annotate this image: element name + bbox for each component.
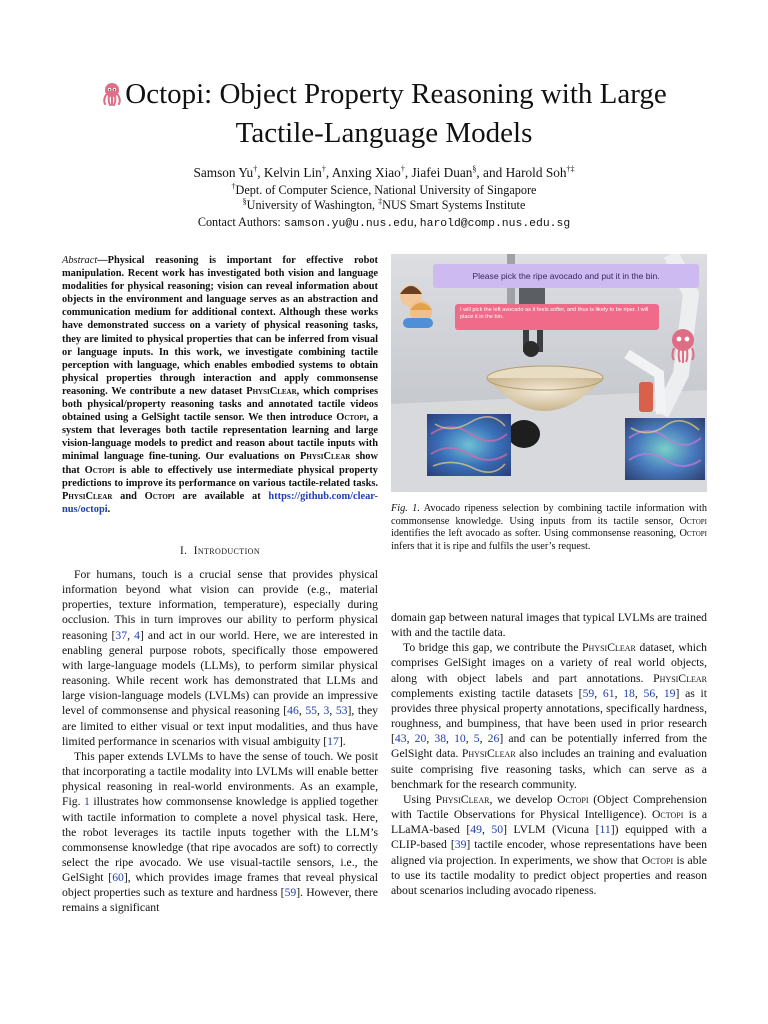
author: Kelvin Lin (263, 165, 322, 180)
robot-speech-bubble: I will pick the left avocado as it feels softer, and thus is likely to be riper. I will place it in the bin. (455, 304, 659, 330)
citation-link[interactable]: 59 (582, 686, 595, 700)
paragraph: domain gap between natural images that typical LVLMs are trained with and the tactile data. (391, 611, 707, 640)
figure-link[interactable]: 1 (84, 795, 90, 809)
abstract: Abstract—Physical reasoning is important for effective robot manipulation. Recent work has investigated both vision and language modalities for physical reasoning; vision can reveal information about objects in the environment and language serves as an abstraction and communication medium for additional context. Although these works have demonstrated success on a variety of physical reasoning tasks, they are limited to physical properties that can be inferred from visual or language inputs. In this work, we investigate combining tactile perception with language, which enables embodied systems to obtain physical properties through interaction and apply commonsense reasoning. We contribute a new dataset PhysiClear, which comprises both physical/property reasoning tasks and annotated tactile videos obtained using a GelSight tactile sensor. We then introduce Octopi, a system that leverages both tactile representation learning and large vision-language models to predict and reason about tactile inputs with minimal language fine-tuning. Our evaluations on PhysiClear show that Octopi is able to effectively use intermediate physical property predictions to improve its performance on various tactile-related tasks. PhysiClear and Octopi are available at https://github.com/clear-nus/octopi. (62, 255, 379, 515)
citation-link[interactable]: 20 (414, 732, 427, 746)
citation-link[interactable]: 4 (134, 628, 140, 642)
citation-link[interactable]: 56 (643, 686, 656, 700)
citation-link[interactable]: 5 (473, 732, 480, 746)
citation-link[interactable]: 17 (327, 734, 339, 748)
author: and Harold Soh (483, 165, 567, 180)
citation-link[interactable]: 53 (335, 704, 348, 718)
citation-link[interactable]: 60 (112, 871, 124, 885)
citation-link[interactable]: 10 (454, 732, 466, 746)
affiliation-2: §University of Washington, ‡NUS Smart Systems Institute (242, 196, 526, 212)
citation-link[interactable]: 19 (663, 686, 676, 700)
citation-link[interactable]: 46 (287, 704, 299, 718)
contact-authors: Contact Authors: samson.yu@u.nus.edu, harold@comp.nus.edu.sg (197, 215, 571, 230)
author: Anxing Xiao (331, 165, 401, 180)
paragraph: To bridge this gap, we contribute the PhysiClear dataset, which comprises GelSight images on a variety of real world objects, along with object labels and part annotations. PhysiClear complements existing tactile datasets [59, 61, 18, 56, 19] as it provides three physical property annotations, specifically hardness, roughness, and bumpiness, that have been used in prior research [43, 20, 38, 10, 5, 26] and can be potentially inferred from the GelSight data. PhysiClear also includes an training and evaluation suite comprising five reasoning tasks, which can serve as a benchmark for the research community. (391, 641, 708, 791)
github-link[interactable]: https://github.com/clear-nus/octopi (62, 490, 378, 515)
citation-link[interactable]: 55 (305, 704, 318, 718)
title-line-2: Tactile-Language Models (235, 117, 533, 149)
title-line-1: Octopi: Object Property Reasoning with Large (125, 78, 667, 110)
citation-link[interactable]: 18 (623, 686, 635, 700)
octopus-logo-icon (101, 79, 123, 115)
figure-caption: Fig. 1. Avocado ripeness selection by combining tactile information with commonsense knowledge. Using inputs from its tactile sensor, Octopi identifies the left avocado as softer. Using commonsense reasoning, Octopi infers that it is ripe and fulfils the user’s request. (391, 503, 708, 553)
intro-left-column (62, 567, 378, 916)
citation-link[interactable]: 38 (434, 732, 447, 746)
citation-link[interactable]: 37 (115, 628, 128, 642)
paragraph: This paper extends LVLMs to have the sense of touch. We posit that incorporating a tactile modality into LVLMs will enable better physical reasoning in real-world environments. As an example, Fig. 1 illustrates how commonsense knowledge is applied together with tactile information to complete a novel physical task. Here, the robot leverages its tactile inputs together with the LLM’s commonsense knowledge (that ripe avocados are soft) to correctly select the ripe avocado. We use visual-tactile sensors, i.e., the GelSight [60], which provides image frames that reveal physical object properties such as texture and hardness [59]. However, there remains a significant (62, 749, 378, 915)
paragraph: For humans, touch is a crucial sense that provides physical information beyond what vision can provide (e.g., material properties, texture information, temperature), especially during occlusion. This in turn improves our ability to perform physical reasoning [37, 4] and act in our world. Here, we are interested in enabling general purpose robots, specifically those empowered with large-language models (LLMs), to perform similar physical reasoning. While recent work has demonstrated that LLMs and large vision-language models (LVLMs) can provide an impressive level of commonsense and physical reasoning [46, 55, 3, 53], they are limited to either visual or text input modalities, and thus have limited performance in scenarios with visual ambiguity [17]. (62, 568, 379, 748)
author: Samson Yu (193, 165, 254, 180)
author-list: Samson Yu†, Kelvin Lin†, Anxing Xiao†, Jiafei Duan§, and Harold Soh†‡ (193, 164, 575, 180)
affiliation-1: †Dept. of Computer Science, National University of Singapore (231, 181, 537, 197)
figure-1-image (391, 254, 707, 492)
citation-link[interactable]: 61 (602, 686, 615, 700)
citation-link[interactable]: 50 (491, 823, 504, 837)
citation-link[interactable]: 3 (323, 704, 330, 718)
robot-scene-illustration (391, 254, 707, 492)
paragraph: Using PhysiClear, we develop Octopi (Object Comprehension with Tactile Observations for Physical Intelligence). Octopi is a LLaMA-based [49, 50] LVLM (Vicuna [11]) equipped with a CLIP-based [39] tactile encoder, whose representations have been aligned via projection. In experiments, we show that Octopi is able to use its tactile modality to predict object properties and reason about scenarios including avocado ripeness. (391, 792, 708, 897)
author: Jiafei Duan (411, 165, 473, 180)
citation-link[interactable]: 26 (487, 732, 500, 746)
citation-link[interactable]: 49 (470, 823, 482, 837)
paper-title (0, 76, 768, 151)
caption-label: Fig. 1. (391, 503, 420, 514)
email-link[interactable]: samson.yu@u.nus.edu (283, 218, 414, 230)
section-heading: I. Introduction (179, 545, 261, 557)
citation-link[interactable]: 43 (394, 732, 407, 746)
citation-link[interactable]: 39 (454, 838, 467, 852)
user-speech-bubble: Please pick the ripe avocado and put it in the bin. (433, 264, 699, 288)
email-link[interactable]: harold@comp.nus.edu.sg (419, 218, 571, 230)
citation-link[interactable]: 11 (599, 823, 611, 837)
intro-right-column (391, 610, 707, 898)
abstract-label: Abstract (62, 255, 98, 266)
citation-link[interactable]: 59 (284, 886, 297, 900)
